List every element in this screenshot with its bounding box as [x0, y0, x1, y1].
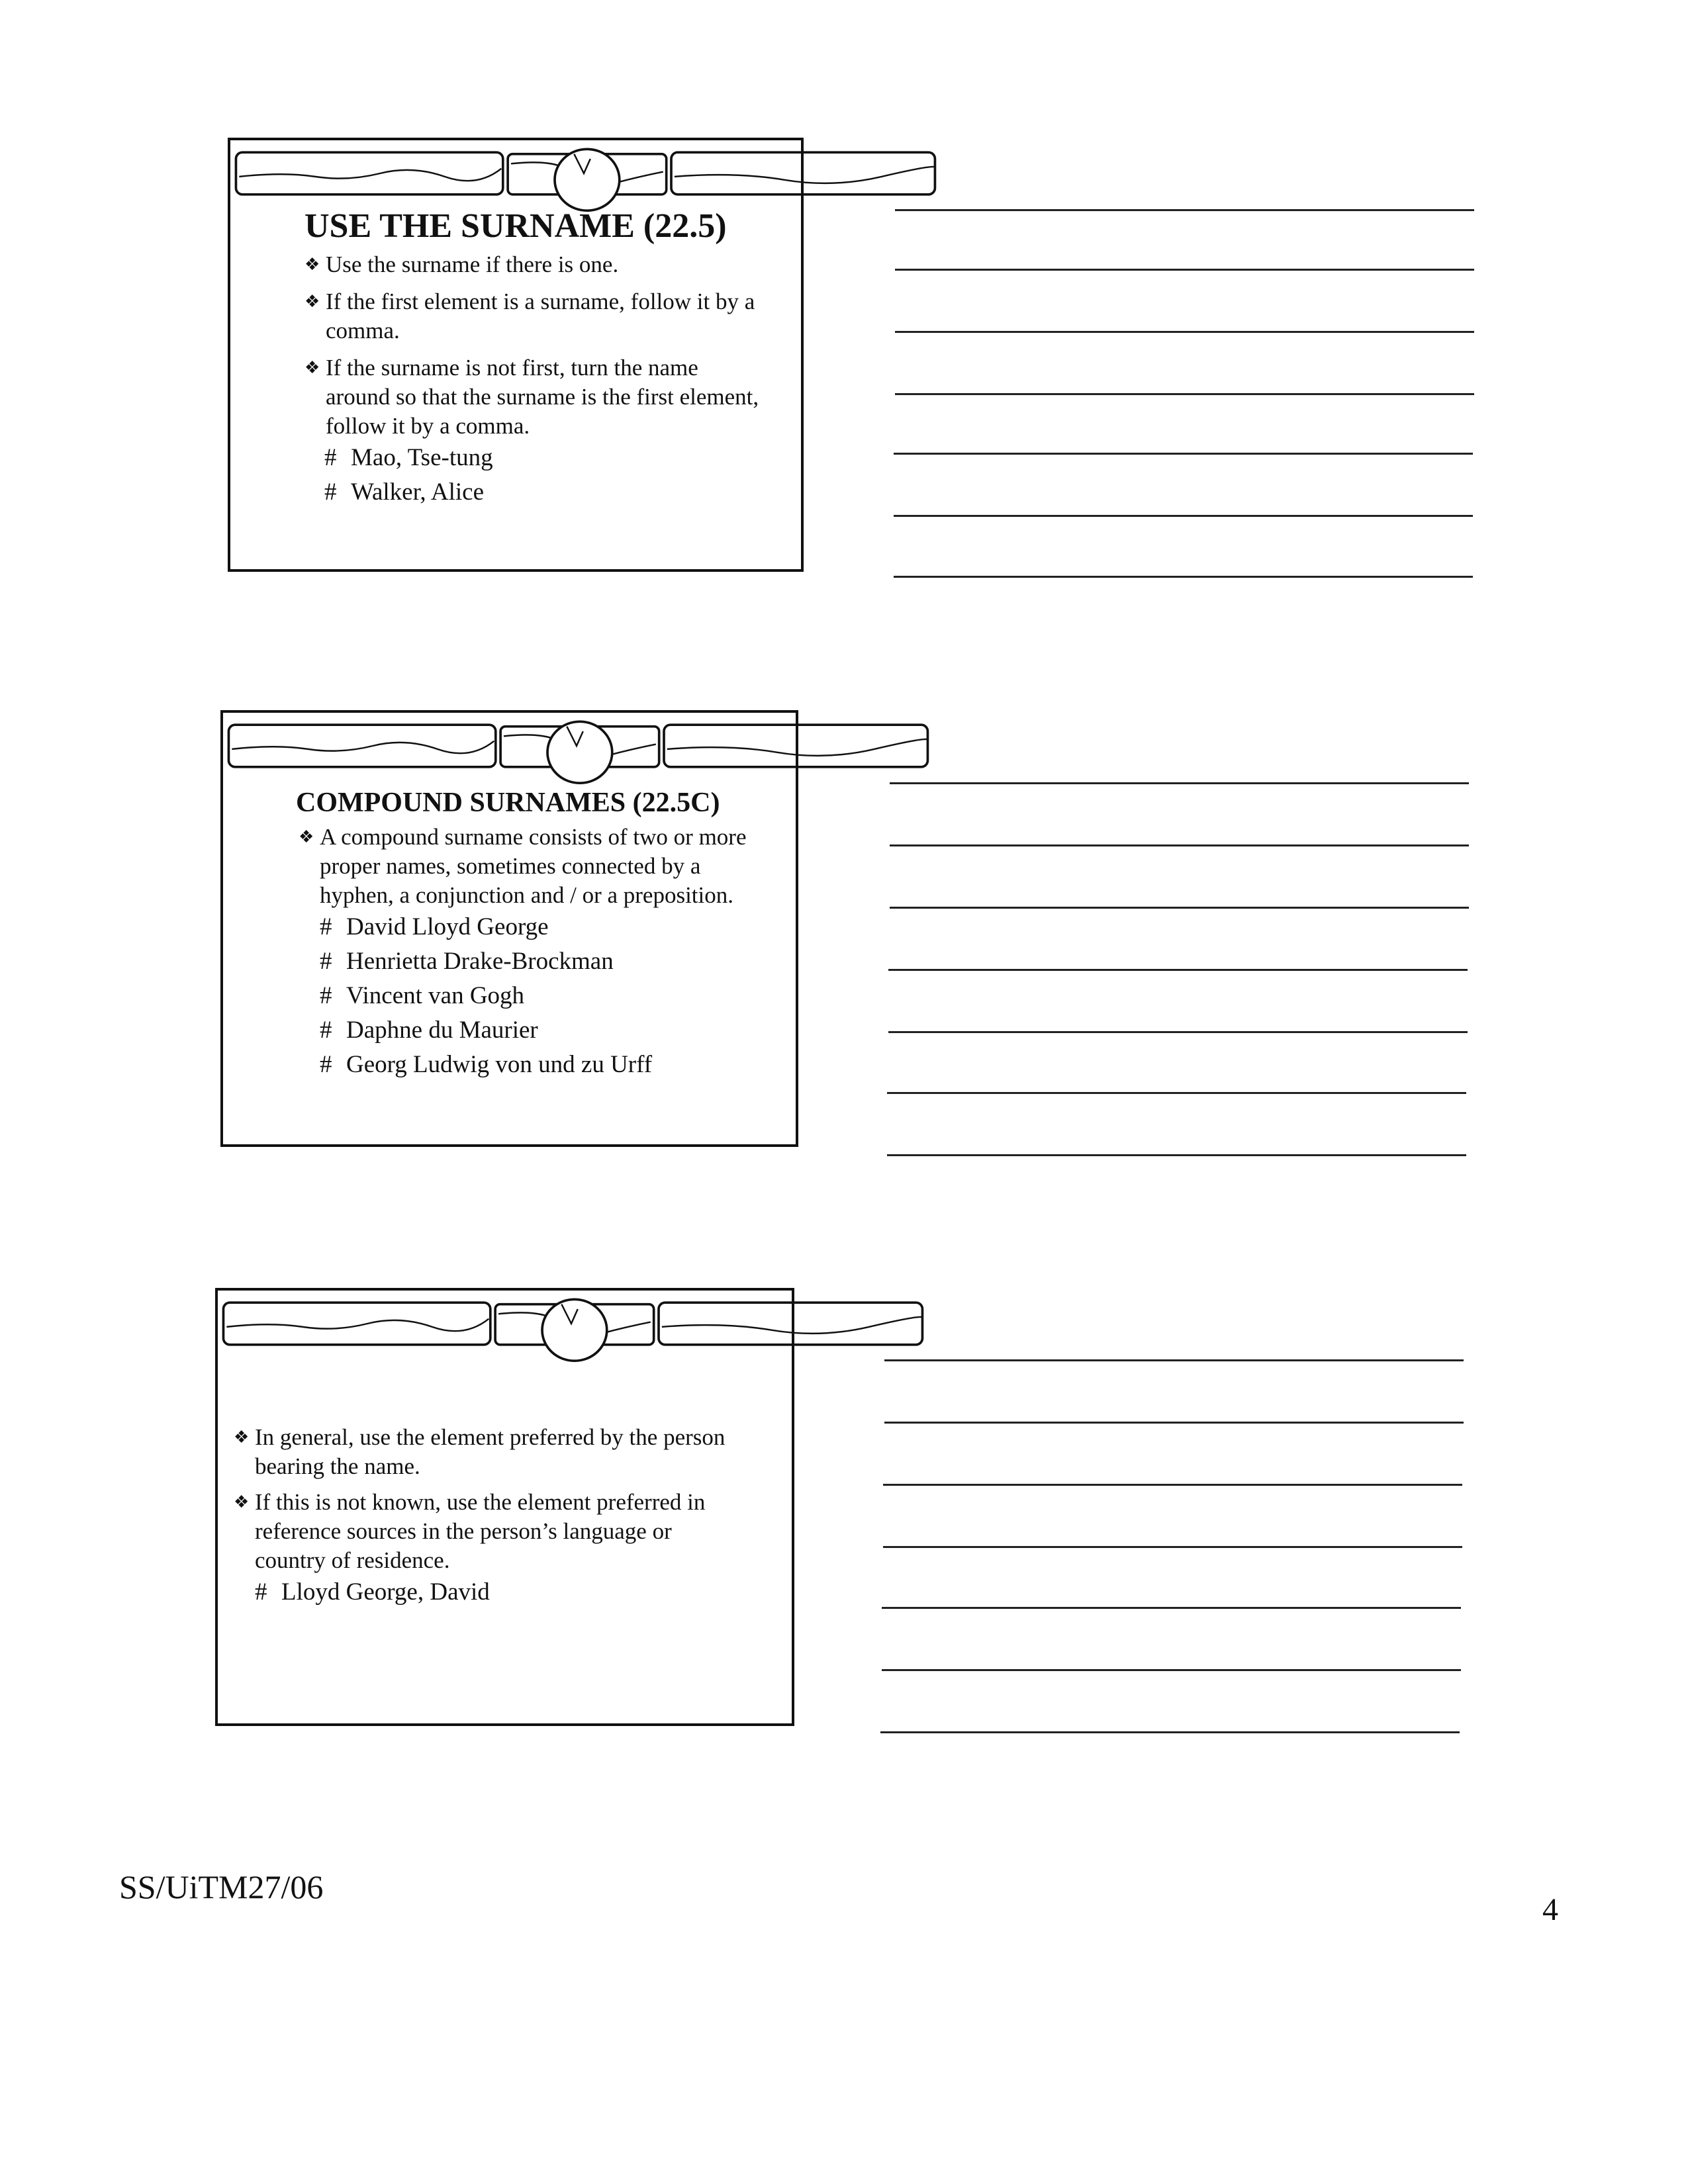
hash-marker: #: [320, 982, 332, 1009]
example-item: # Lloyd George, David: [255, 1575, 778, 1610]
example-item: # Henrietta Drake-Brockman: [320, 944, 756, 979]
slide-preferred-element: [215, 1288, 794, 1726]
bullet-item: ❖ In general, use the element preferred by the person bearing the name.: [234, 1424, 726, 1479]
note-line: [888, 969, 1468, 971]
bullet-item: ❖ If this is not known, use the element preferred in reference sources in the person’s language or country of residence.: [234, 1489, 706, 1573]
hash-marker: #: [324, 444, 337, 471]
diamond-bullet-icon: ❖: [305, 255, 320, 274]
note-line: [883, 1484, 1462, 1486]
example-item: # Georg Ludwig von und zu Urff: [320, 1048, 756, 1082]
bullet-item: ❖ A compound surname consists of two or more proper names, sometimes connected by a hyphen, a conjunction and / or a preposition.: [299, 824, 747, 908]
note-line: [895, 209, 1474, 211]
slide-title: COMPOUND SURNAMES (22.5C): [296, 788, 720, 818]
note-line: [890, 907, 1469, 909]
note-line: [884, 1422, 1464, 1424]
diamond-bullet-icon: ❖: [305, 358, 320, 377]
note-line: [888, 1031, 1468, 1033]
bullet-item: ❖ If the first element is a surname, follow it by a comma.: [305, 289, 755, 343]
note-line: [882, 1607, 1461, 1609]
note-line: [894, 576, 1473, 578]
note-line: [894, 515, 1473, 517]
diamond-bullet-icon: ❖: [305, 292, 320, 311]
slide-banner-decoration: [227, 717, 931, 790]
note-line: [887, 1154, 1466, 1156]
footer-document-code: SS/UiTM27/06: [119, 1868, 324, 1905]
diamond-bullet-icon: ❖: [299, 827, 314, 846]
example-item: # Mao, Tse-tung: [324, 441, 768, 475]
note-line: [884, 1359, 1464, 1361]
note-line: [890, 844, 1469, 846]
hash-marker: #: [320, 1051, 332, 1078]
example-item: # Daphne du Maurier: [320, 1013, 756, 1048]
note-line: [880, 1731, 1460, 1733]
hash-marker: #: [320, 1017, 332, 1044]
hash-marker: #: [255, 1578, 267, 1606]
hash-marker: #: [320, 948, 332, 975]
example-item: # Walker, Alice: [324, 475, 768, 510]
slide-banner-decoration: [222, 1295, 925, 1367]
example-item: # David Lloyd George: [320, 910, 756, 944]
note-line: [890, 782, 1469, 784]
slide-title: USE THE SURNAME (22.5): [305, 207, 727, 245]
note-line: [882, 1669, 1461, 1671]
note-line: [895, 269, 1474, 271]
note-line: [895, 393, 1474, 395]
page-number: 4: [1542, 1892, 1558, 1927]
hash-marker: #: [320, 913, 332, 940]
diamond-bullet-icon: ❖: [234, 1428, 250, 1447]
note-line: [895, 331, 1474, 333]
example-item: # Vincent van Gogh: [320, 979, 756, 1013]
note-line: [894, 453, 1473, 455]
diamond-bullet-icon: ❖: [234, 1492, 250, 1512]
hash-marker: #: [324, 478, 337, 506]
note-line: [887, 1092, 1466, 1094]
slide-use-the-surname: [228, 138, 804, 572]
bullet-item: ❖ If the surname is not first, turn the name around so that the surname is the first element, follow it by a comma.: [305, 355, 759, 439]
note-line: [883, 1546, 1462, 1548]
slide-compound-surnames: [220, 710, 798, 1147]
bullet-item: ❖ Use the surname if there is one.: [305, 250, 768, 279]
